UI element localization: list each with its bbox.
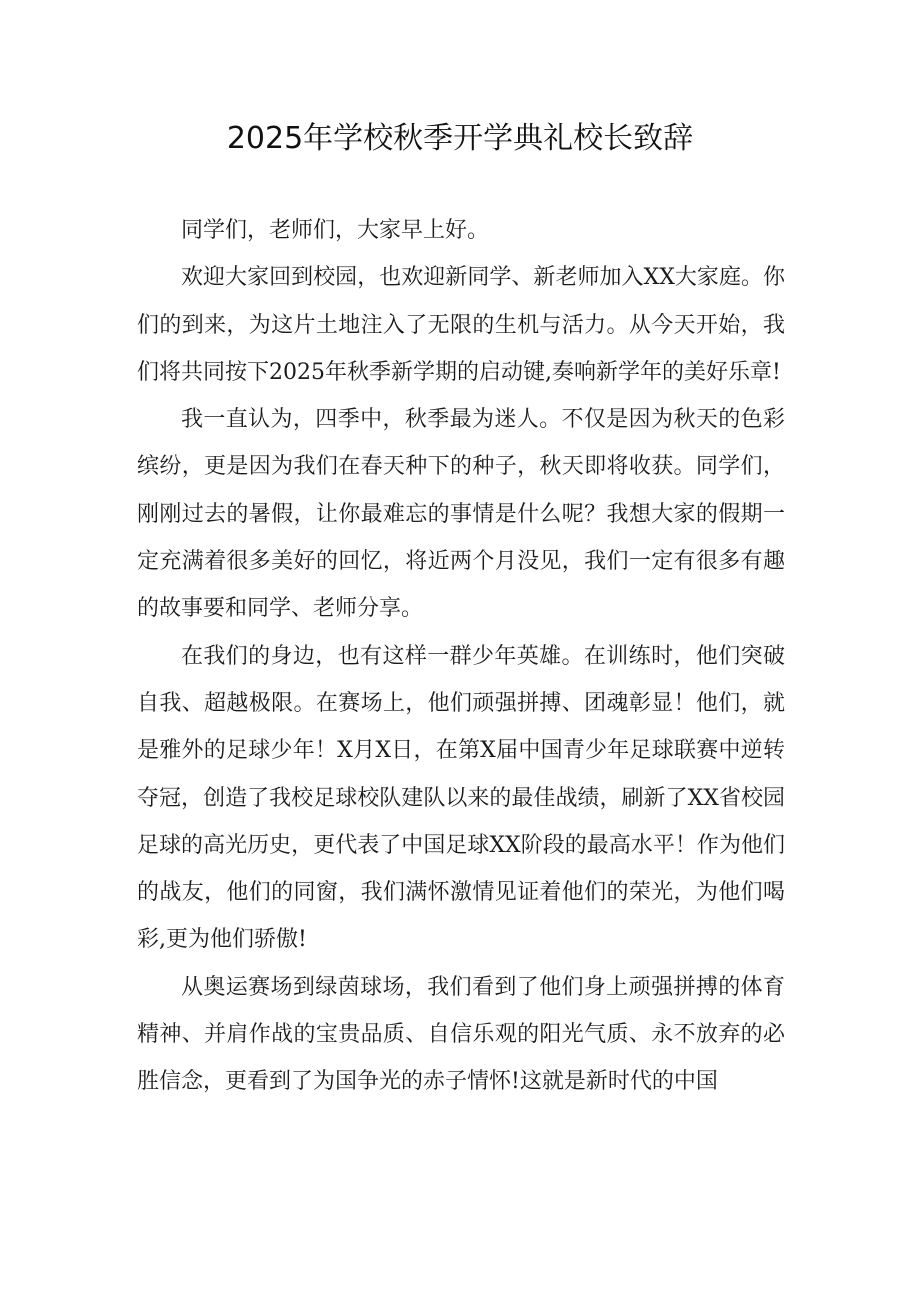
paragraph-football: 在我们的身边，也有这样一群少年英雄。在训练时，他们突破自我、超越极限。在赛场上，他们顽强拼搏、团魂彰显！他们，就是雅外的足球少年！X月X日，在第X届中国青少年足球联赛中逆转夺冠，创造了我校足球校队建队以来的最佳战绩，刷新了XX省校园足球的高光历史，更代表了中国足球XX阶段的最高水平！作为他们的战友，他们的同窗，我们满怀激情见证着他们的荣光，为他们喝彩,更为他们骄傲! [137, 643, 785, 953]
paragraph-welcome: 欢迎大家回到校园，也欢迎新同学、新老师加入XX大家庭。你们的到来，为这片土地注入了无限的生机与活力。从今天开始，我们将共同按下2025年秋季新学期的启动键,奏响新学年的美好乐章! [137, 265, 785, 385]
paragraph-autumn: 我一直认为，四季中，秋季最为迷人。不仅是因为秋天的色彩缤纷，更是因为我们在春天种下的种子，秋天即将收获。同学们，刚刚过去的暑假，让你最难忘的事情是什么呢？我想大家的假期一定充满着很多美好的回忆，将近两个月没见，我们一定有很多有趣的故事要和同学、老师分享。 [137, 407, 785, 622]
document-title: 2025年学校秋季开学典礼校长致辞 [226, 121, 694, 156]
document-body [137, 207, 785, 1106]
paragraph-greeting: 同学们，老师们，大家早上好。 [181, 218, 490, 243]
paragraph-spirit: 从奥运赛场到绿茵球场，我们看到了他们身上顽强拼搏的体育精神、并肩作战的宝贵品质、自信乐观的阳光气质、永不放弃的必胜信念，更看到了为国争光的赤子情怀!这就是新时代的中国 [137, 974, 785, 1095]
